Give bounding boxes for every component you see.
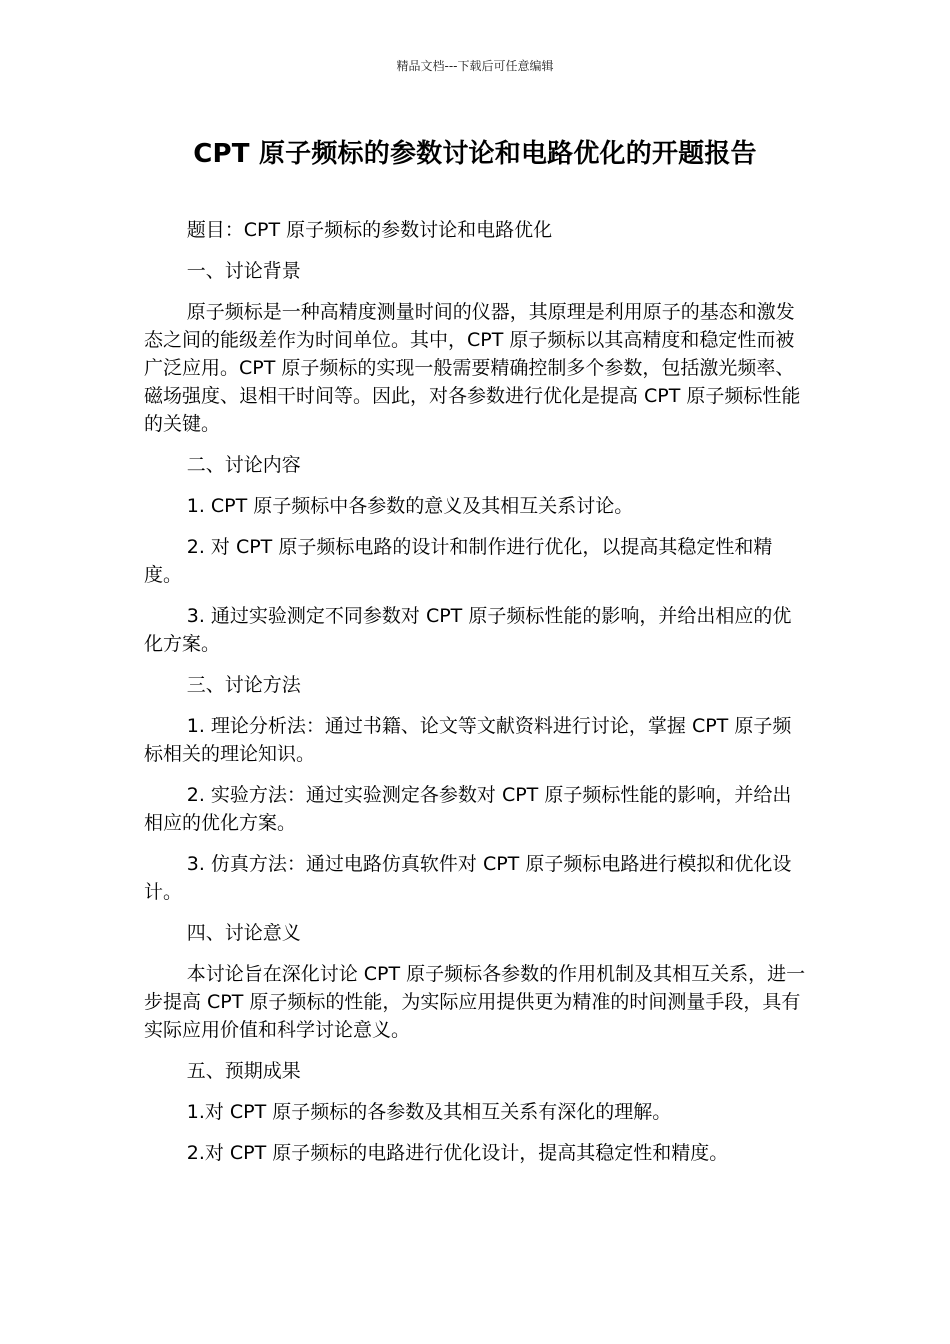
section-heading-methods: 三、讨论方法	[186, 674, 301, 696]
method-item-1: 1. 理论分析法：通过书籍、论文等文献资料进行讨论，掌握 CPT 原子频标相关的理论知识。	[144, 715, 792, 765]
document-body	[144, 216, 806, 1180]
background-paragraph: 原子频标是一种高精度测量时间的仪器，其原理是利用原子的基态和激发态之间的能级差作为时间单位。其中，CPT 原子频标以其高精度和稳定性而被广泛应用。CPT 原子频标的实现一般需要精确控制多个参数，包括激光频率、磁场强度、退相干时间等。因此，对各参数进行优化是提高 CPT 原子频标性能的关键。	[144, 301, 801, 435]
subject-line: 题目：CPT 原子频标的参数讨论和电路优化	[186, 219, 553, 241]
content-item-2: 2. 对 CPT 原子频标电路的设计和制作进行优化，以提高其稳定性和精度。	[144, 536, 773, 586]
section-heading-background: 一、讨论背景	[186, 260, 301, 282]
section-heading-significance: 四、讨论意义	[186, 922, 301, 944]
section-heading-content: 二、讨论内容	[186, 454, 301, 476]
outcome-item-1: 1.对 CPT 原子频标的各参数及其相互关系有深化的理解。	[186, 1101, 672, 1123]
method-item-2: 2. 实验方法：通过实验测定各参数对 CPT 原子频标性能的影响，并给出相应的优化方案。	[144, 784, 792, 834]
document-title: CPT 原子频标的参数讨论和电路优化的开题报告	[193, 139, 757, 169]
outcome-item-2: 2.对 CPT 原子频标的电路进行优化设计，提高其稳定性和精度。	[186, 1142, 729, 1164]
page-header: 精品文档---下载后可任意编辑	[396, 59, 554, 73]
content-item-1: 1. CPT 原子频标中各参数的意义及其相互关系讨论。	[186, 495, 634, 517]
significance-paragraph: 本讨论旨在深化讨论 CPT 原子频标各参数的作用机制及其相互关系，进一步提高 CPT 原子频标的性能，为实际应用提供更为精准的时间测量手段，具有实际应用价值和科学讨论意义。	[144, 963, 806, 1041]
content-item-3: 3. 通过实验测定不同参数对 CPT 原子频标性能的影响，并给出相应的优化方案。	[144, 605, 792, 655]
section-heading-outcomes: 五、预期成果	[186, 1060, 301, 1082]
method-item-3: 3. 仿真方法：通过电路仿真软件对 CPT 原子频标电路进行模拟和优化设计。	[144, 853, 792, 903]
